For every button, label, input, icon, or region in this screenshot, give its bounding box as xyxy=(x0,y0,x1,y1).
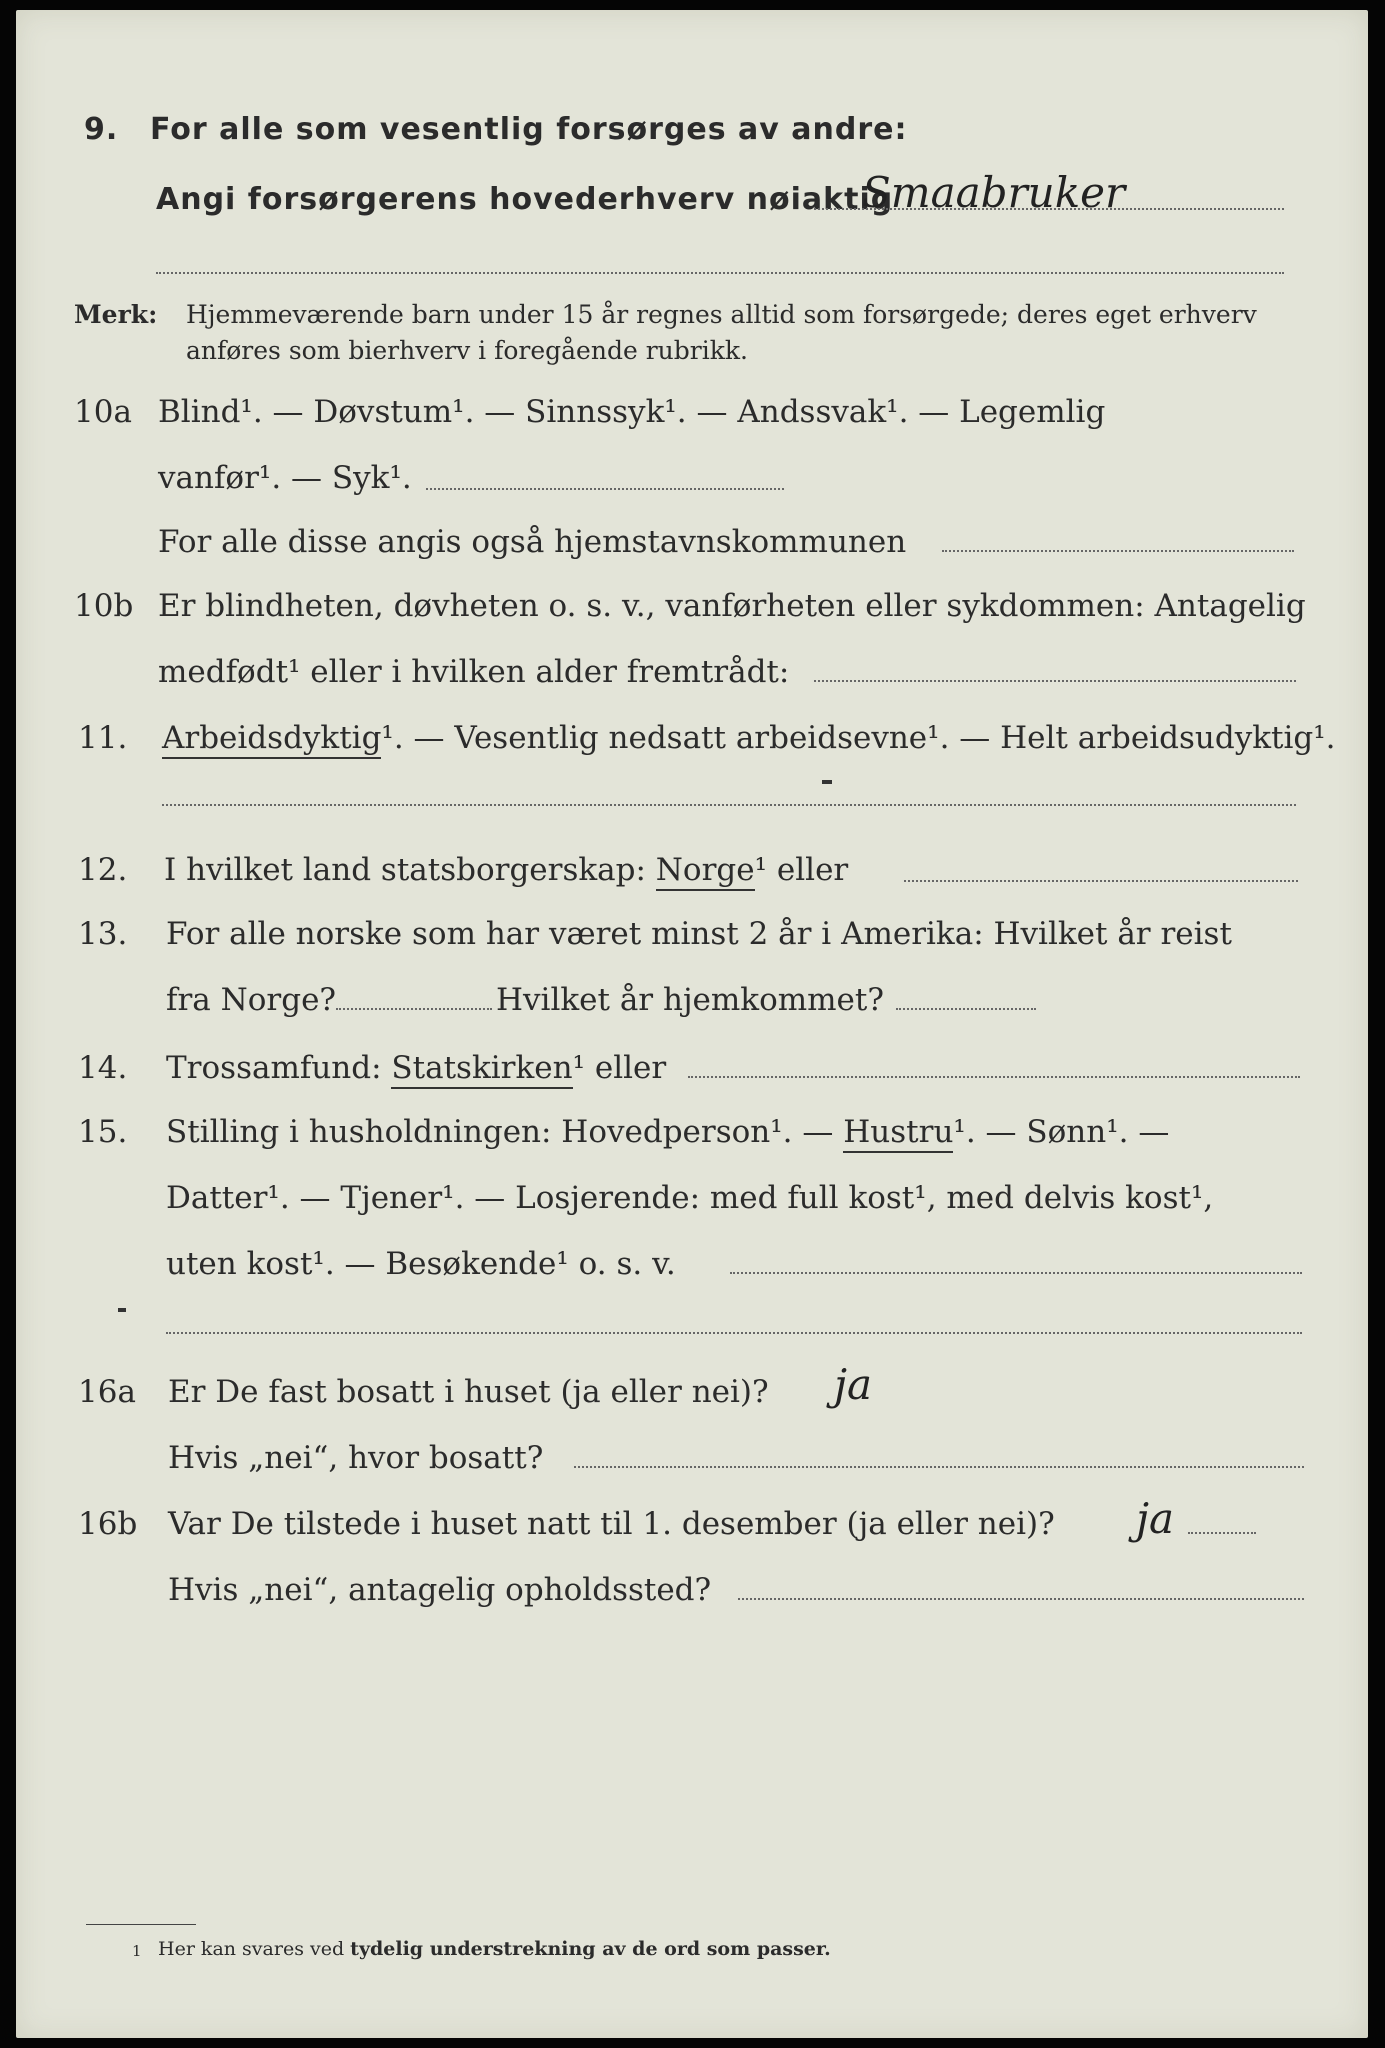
q12-text xyxy=(164,852,848,888)
footnote-separator xyxy=(86,1924,196,1925)
q16b-location-line xyxy=(738,1598,1304,1600)
q15-underlined-answer: Hustru xyxy=(843,1114,953,1153)
q15-line-1 xyxy=(166,1114,1169,1150)
q15-number: 15. xyxy=(78,1114,128,1150)
q15-line-3: uten kost¹. — Besøkende¹ o. s. v. xyxy=(166,1246,676,1282)
q11-extra-line xyxy=(162,804,1296,806)
q9-title: For alle som vesentlig forsørges av andre: xyxy=(150,112,908,147)
q16a-line-1: Er De fast bosatt i huset (ja eller nei)? xyxy=(168,1374,769,1410)
q16a-line-2: Hvis „nei“, hvor bosatt? xyxy=(168,1440,544,1476)
q13-line-1: For alle norske som har været minst 2 år i Amerika: Hvilket år reist xyxy=(166,916,1232,952)
q16a-residence-line xyxy=(574,1466,1304,1468)
q14-text xyxy=(166,1050,666,1086)
q12-underlined-answer: Norge xyxy=(656,852,755,891)
q10b-line-2: medfødt¹ eller i hvilken alder fremtrådt: xyxy=(158,654,790,690)
q15-line-2: Datter¹. — Tjener¹. — Losjerende: med full kost¹, med delvis kost¹, xyxy=(166,1180,1214,1216)
q16b-answer-line xyxy=(1188,1532,1256,1534)
q9-number: 9. xyxy=(84,112,119,147)
q12-before: I hvilket land statsborgerskap: xyxy=(164,852,646,888)
q10a-answer-line xyxy=(426,488,784,490)
q13-line-2a: fra Norge? xyxy=(166,982,337,1018)
q14-underlined-answer: Statskirken xyxy=(391,1050,572,1089)
q10a-home-municipality-line xyxy=(942,550,1294,552)
q10a-number: 10a xyxy=(74,394,132,430)
q10b-number: 10b xyxy=(74,588,134,624)
q15-answer-line xyxy=(730,1272,1302,1274)
q9-prompt: Angi forsørgerens hovederhverv nøiaktig xyxy=(156,182,894,217)
q14-answer-line xyxy=(688,1076,1300,1078)
q11-text xyxy=(162,720,1336,756)
merk-line-2: anføres som bierhverv i foregående rubrikk. xyxy=(186,336,748,365)
q11-pen-mark xyxy=(822,780,832,784)
q15-line-1a: Stilling i husholdningen: Hovedperson¹. — xyxy=(166,1114,834,1150)
q10b-line-1: Er blindheten, døvheten o. s. v., vanførheten eller sykdommen: Antagelig xyxy=(158,588,1306,624)
q13-return-year-line xyxy=(896,1008,1036,1010)
q14-number: 14. xyxy=(78,1050,128,1086)
census-form-page xyxy=(16,10,1368,2038)
q9-extra-line xyxy=(156,272,1284,274)
q16b-number: 16b xyxy=(78,1506,138,1542)
q13-departure-year-line xyxy=(336,1008,492,1010)
q16b-line-2: Hvis „nei“, antagelig opholdssted? xyxy=(168,1572,712,1608)
q10a-line-3: For alle disse angis også hjemstavnskommunen xyxy=(158,524,907,560)
q15-extra-line xyxy=(166,1332,1302,1334)
q11-rest: ¹. — Vesentlig nedsatt arbeidsevne¹. — Helt arbeidsudyktig¹. xyxy=(381,720,1336,756)
q11-underlined-answer: Arbeidsdyktig xyxy=(162,720,381,759)
q12-after: ¹ eller xyxy=(754,852,849,888)
merk-label: Merk: xyxy=(74,300,158,329)
footnote-text xyxy=(158,1938,831,1960)
q10a-line-2: vanfør¹. — Syk¹. xyxy=(158,460,412,496)
q14-after: ¹ eller xyxy=(572,1050,667,1086)
q16a-number: 16a xyxy=(78,1374,136,1410)
q13-line-2b: Hvilket år hjemkommet? xyxy=(496,982,884,1018)
q16a-handwritten-answer: ja xyxy=(834,1360,873,1409)
q15-line-1b: ¹. — Sønn¹. — xyxy=(953,1114,1170,1150)
q12-answer-line xyxy=(904,880,1298,882)
footnote-mark: 1 xyxy=(132,1942,142,1960)
footnote-text-b: tydelig understrekning av de ord som passer. xyxy=(350,1938,831,1960)
q16b-line-1: Var De tilstede i huset natt til 1. desember (ja eller nei)? xyxy=(168,1506,1055,1542)
q12-number: 12. xyxy=(78,852,128,888)
q13-number: 13. xyxy=(78,916,128,952)
q11-number: 11. xyxy=(78,720,128,756)
q10b-answer-line xyxy=(814,680,1296,682)
footnote-text-a: Her kan svares ved xyxy=(158,1938,345,1960)
merk-line-1: Hjemmeværende barn under 15 år regnes alltid som forsørgede; deres eget erhverv xyxy=(186,300,1257,329)
q16b-handwritten-answer: ja xyxy=(1136,1494,1175,1543)
q9-handwritten-answer: Smaabruker xyxy=(862,168,1126,217)
q14-before: Trossamfund: xyxy=(166,1050,382,1086)
q10a-line-1: Blind¹. — Døvstum¹. — Sinnssyk¹. — Andssvak¹. — Legemlig xyxy=(158,394,1106,430)
q15-pen-mark xyxy=(118,1308,126,1312)
